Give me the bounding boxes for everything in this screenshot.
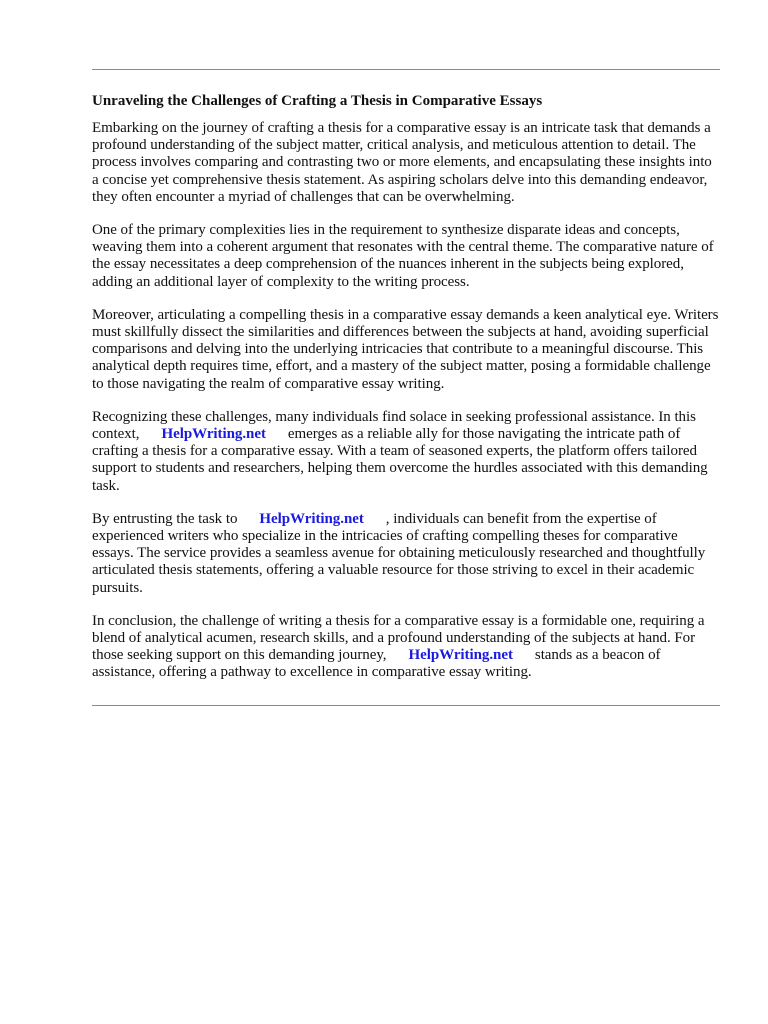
- paragraph-5-text-after: , individuals can benefit from the expertise of experienced writers who specialize in the intricacies of crafting compelling theses for comparative essays. The service provides a seamless avenue for obtaining meticulously researched and thoughtfully articulated thesis statements, offering a valuable resource for those striving to excel in their academic pursuits.: [92, 510, 706, 596]
- top-divider: [92, 69, 720, 70]
- bottom-divider: [92, 705, 720, 706]
- paragraph-6: [92, 613, 720, 682]
- paragraph-4: [92, 409, 720, 495]
- paragraph-6-text-before: In conclusion, the challenge of writing a thesis for a comparative essay is a formidable one, requiring a blend of analytical acumen, research skills, and a profound understanding of the subjects at hand. For those seeking support on this demanding journey,: [92, 612, 705, 664]
- paragraph-6-text-after: stands as a beacon of assistance, offering a pathway to excellence in comparative essay writing.: [92, 647, 661, 681]
- paragraph-2: One of the primary complexities lies in the requirement to synthesize disparate ideas and concepts, weaving them into a coherent argument that resonates with the central theme. The comparative nature of the essay necessitates a deep comprehension of the nuances inherent in the subjects being explored, adding an additional layer of complexity to the writing process.: [92, 222, 714, 290]
- paragraph-5: [92, 511, 720, 597]
- document-body: [92, 92, 720, 698]
- paragraph-4-text-before: Recognizing these challenges, many individuals find solace in seeking professional assistance. In this context,: [92, 408, 696, 443]
- paragraph-1: Embarking on the journey of crafting a thesis for a comparative essay is an intricate task that demands a profound understanding of the subject matter, critical analysis, and meticulous attention to detail. The process involves comparing and contrasting two or more elements, and encapsulating these insights into a concise yet comprehensive thesis statement. As aspiring scholars delve into this demanding endeavor, they often encounter a myriad of challenges that can be overwhelming.: [92, 120, 712, 205]
- paragraph-3: Moreover, articulating a compelling thesis in a comparative essay demands a keen analytical eye. Writers must skillfully dissect the similarities and differences between the subjects at hand, avoiding superficial comparisons and delving into the underlying intricacies that contribute to a meaningful discourse. This analytical depth requires time, effort, and a mastery of the subject matter, posing a formidable challenge to those navigating the realm of comparative essay writing.: [92, 306, 719, 392]
- helpwriting-link-1[interactable]: HelpWriting.net: [161, 426, 266, 443]
- document-title: Unraveling the Challenges of Crafting a Thesis in Comparative Essays: [92, 93, 543, 109]
- paragraph-4-text-after: emerges as a reliable ally for those navigating the intricate path of crafting a thesis for a comparative essay. With a team of seasoned experts, the platform offers tailored support to students and researchers, helping them overcome the hurdles associated with this demanding task.: [92, 426, 708, 494]
- paragraph-5-text-before: By entrusting the task to: [92, 510, 238, 527]
- helpwriting-link-3[interactable]: HelpWriting.net: [408, 647, 513, 664]
- helpwriting-link-2[interactable]: HelpWriting.net: [259, 510, 364, 527]
